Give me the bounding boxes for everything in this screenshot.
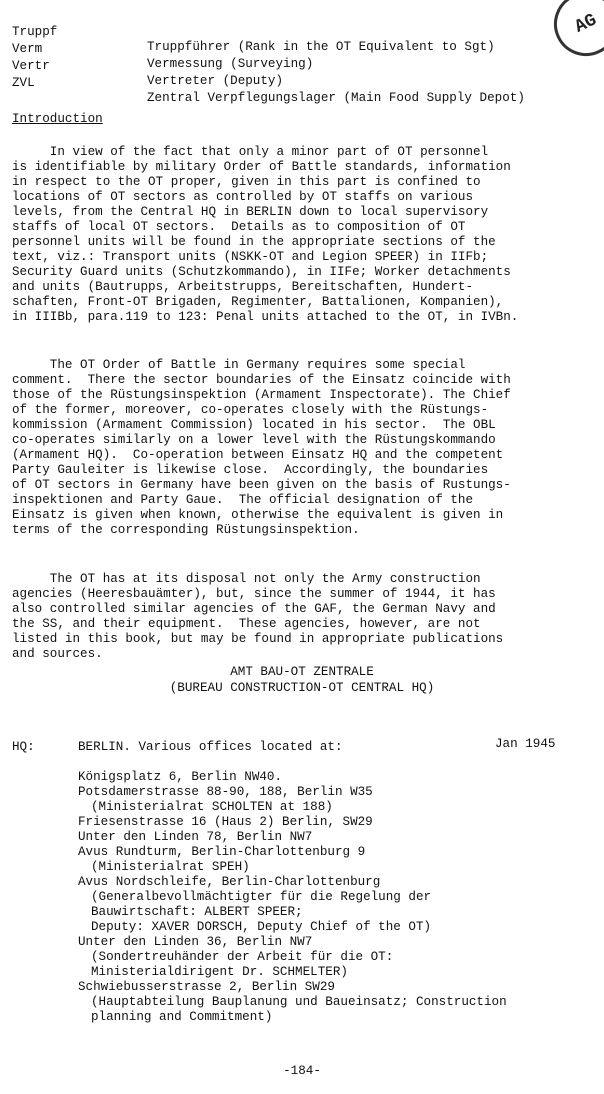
text-line: locations of OT sectors as controlled by OT staffs on various [12,190,474,204]
address-line: Potsdamerstrasse 88-90, 188, Berlin W35 [78,785,373,799]
archive-stamp: AG [543,0,604,67]
abbreviation-meaning: Zentral Verpflegungslager (Main Food Supply Depot) [147,91,525,105]
address-note: (Generalbevollmächtigter für die Regelung der [91,890,432,904]
address-line: Unter den Linden 36, Berlin NW7 [78,935,313,949]
address-line: Schwiebusserstrasse 2, Berlin SW29 [78,980,335,994]
text-line: of the former, moreover, co-operates closely with the Rüstungs- [12,403,489,417]
hq-text: BERLIN. Various offices located at: [78,740,343,754]
hq-label: HQ: [12,740,35,754]
text-line: schaften, Front-OT Brigaden, Regimenter, Battalionen, Kompanien), [12,295,504,309]
introduction-heading: Introduction [12,112,103,126]
text-line: inspektionen and Party Gaue. The official designation of the [12,493,474,507]
text-line: Party Gauleiter is likewise close. Accordingly, the boundaries [12,463,489,477]
intro-paragraph-2 [12,358,592,538]
abbreviation-meaning: Vermessung (Surveying) [147,57,314,71]
text-line: text, viz.: Transport units (NSKK-OT and Legion SPEER) in IIFb; [12,250,489,264]
text-line: levels, from the Central HQ in BERLIN down to local supervisory [12,205,489,219]
text-line: agencies (Heeresbauämter), but, since the summer of 1944, it has [12,587,496,601]
address-list [78,770,507,1025]
hq-date: Jan 1945 [495,737,556,751]
text-line: listed in this book, but may be found in appropriate publications [12,632,504,646]
address-note: Bauwirtschaft: ALBERT SPEER; [91,905,303,919]
address-note: planning and Commitment) [91,1010,273,1024]
text-line: The OT has at its disposal not only the Army construction [12,572,481,586]
text-line: co-operates similarly on a lower level with the Rüstungskommando [12,433,496,447]
address-note: (Sondertreuhänder der Arbeit für die OT: [91,950,394,964]
abbreviation-key: ZVL [12,76,35,90]
abbreviation-key: Vertr [12,59,50,73]
section-subtitle: (BUREAU CONSTRUCTION-OT CENTRAL HQ) [169,681,435,695]
text-line: staffs of local OT sectors. Details as to composition of OT [12,220,466,234]
address-line: Königsplatz 6, Berlin NW40. [78,770,283,784]
text-line: and sources. [12,647,103,661]
address-line: Avus Rundturm, Berlin-Charlottenburg 9 [78,845,366,859]
text-line: also controlled similar agencies of the GAF, the German Navy and [12,602,496,616]
address-line: Friesenstrasse 16 (Haus 2) Berlin, SW29 [78,815,373,829]
abbreviation-meaning: Vertreter (Deputy) [147,74,284,88]
address-note: Ministerialdirigent Dr. SCHMELTER) [91,965,348,979]
text-line: personnel units will be found in the appropriate sections of the [12,235,496,249]
text-line: in IIIBb, para.119 to 123: Penal units attached to the OT, in IVBn. [12,310,519,324]
text-line: is identifiable by military Order of Battle standards, information [12,160,511,174]
address-note: Deputy: XAVER DORSCH, Deputy Chief of the OT) [91,920,432,934]
address-line: Unter den Linden 78, Berlin NW7 [78,830,313,844]
text-line: those of the Rüstungsinspektion (Armament Inspectorate). The Chief [12,388,511,402]
abbreviation-key: Truppf [12,25,58,39]
text-line: In view of the fact that only a minor part of OT personnel [12,145,489,159]
address-note: (Ministerialrat SPEH) [91,860,250,874]
text-line: Einsatz is given when known, otherwise the equivalent is given in [12,508,504,522]
text-line: comment. There the sector boundaries of the Einsatz coincide with [12,373,511,387]
text-line: and units (Bautrupps, Arbeitstrupps, Bereitschaften, Hundert- [12,280,474,294]
text-line: (Armament HQ). Co-operation between Einsatz HQ and the competent [12,448,504,462]
text-line: Security Guard units (Schutzkommando), in IIFe; Worker detachments [12,265,511,279]
intro-paragraph-3 [12,572,592,662]
text-line: terms of the corresponding Rüstungsinspektion. [12,523,360,537]
text-line: The OT Order of Battle in Germany requires some special [12,358,466,372]
abbreviation-key: Verm [12,42,43,56]
text-line: in respect to the OT proper, given in this part is confined to [12,175,481,189]
abbreviation-meaning: Truppführer (Rank in the OT Equivalent to Sgt) [147,40,495,54]
text-line: kommission (Armament Commission) located in his sector. The OBL [12,418,496,432]
text-line: of OT sectors in Germany have been given on the basis of Rustungs- [12,478,511,492]
address-line: Avus Nordschleife, Berlin-Charlottenburg [78,875,381,889]
page-number: -184- [283,1064,321,1078]
section-title: AMT BAU-OT ZENTRALE [230,665,374,679]
address-note: (Ministerialrat SCHOLTEN at 188) [91,800,333,814]
text-line: the SS, and their equipment. These agencies, however, are not [12,617,481,631]
intro-paragraph-1 [12,145,592,325]
address-note: (Hauptabteilung Bauplanung und Baueinsatz; Construction [91,995,507,1009]
